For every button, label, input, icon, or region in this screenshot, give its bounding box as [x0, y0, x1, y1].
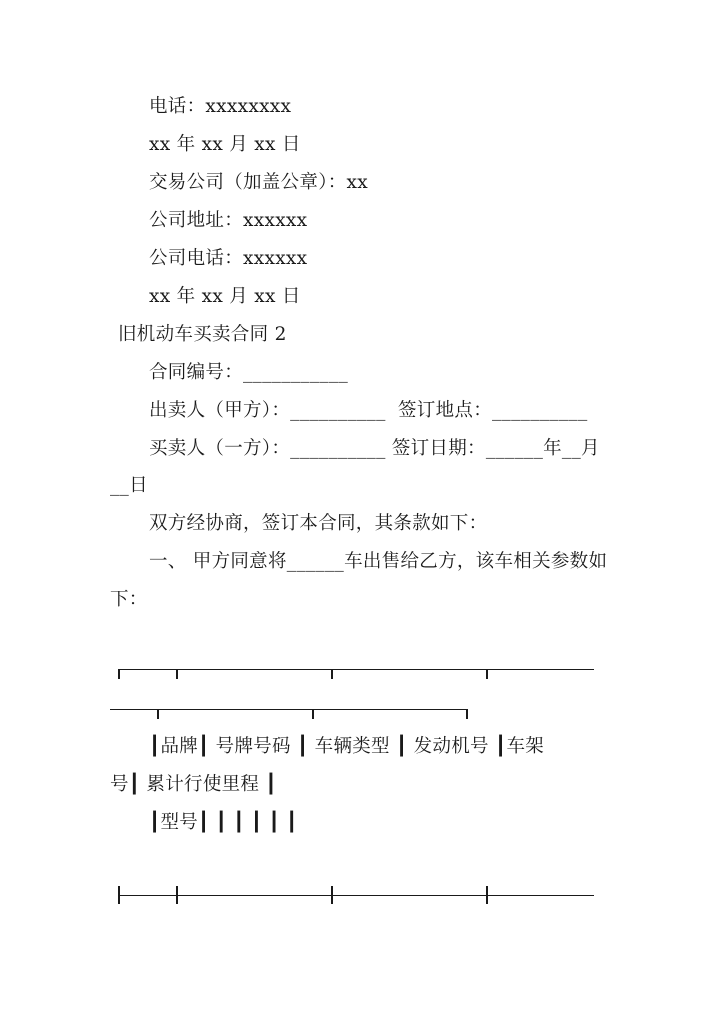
clause-one-continuation: 下：	[110, 589, 148, 610]
trading-company-line: 交易公司（加盖公章）：xx	[149, 172, 369, 193]
table-header-row: ┃品牌┃ 号牌号码 ┃ 车辆类型 ┃ 发动机号 ┃车架	[149, 736, 545, 757]
table-rule	[118, 669, 594, 670]
table-tick	[118, 669, 120, 679]
table-header-row-continuation: 号┃ 累计行使里程 ┃	[110, 774, 277, 795]
date-line: xx 年 xx 月 xx 日	[149, 134, 301, 155]
table-rule	[118, 895, 594, 896]
table-tick	[176, 886, 178, 904]
table-model-row: ┃型号┃ ┃ ┃ ┃ ┃ ┃	[149, 812, 298, 833]
table-tick	[486, 669, 488, 679]
phone-line: 电话：xxxxxxxx	[149, 96, 292, 117]
date-line-2: xx 年 xx 月 xx 日	[149, 286, 301, 307]
table-tick	[331, 669, 333, 679]
table-tick	[176, 669, 178, 679]
company-address-line: 公司地址：xxxxxx	[149, 210, 308, 231]
seller-line: 出卖人（甲方）：__________ 签订地点：__________	[149, 400, 588, 421]
date-day-line: __日	[110, 475, 148, 496]
company-phone-line: 公司电话：xxxxxx	[149, 248, 308, 269]
table-tick	[466, 709, 468, 719]
table-tick	[486, 886, 488, 904]
table-tick	[157, 709, 159, 719]
intro-line: 双方经协商，签订本合同，其条款如下：	[149, 513, 488, 534]
table-rule	[110, 709, 468, 710]
clause-one-line: 一、 甲方同意将______车出售给乙方，该车相关参数如	[149, 551, 608, 572]
contract-number-line: 合同编号：___________	[149, 362, 349, 383]
table-tick	[331, 886, 333, 904]
contract-title: 旧机动车买卖合同 2	[118, 324, 287, 345]
table-tick	[118, 886, 120, 904]
buyer-line: 买卖人（一方）：__________ 签订日期：______年__月	[149, 438, 600, 459]
table-tick	[312, 709, 314, 719]
